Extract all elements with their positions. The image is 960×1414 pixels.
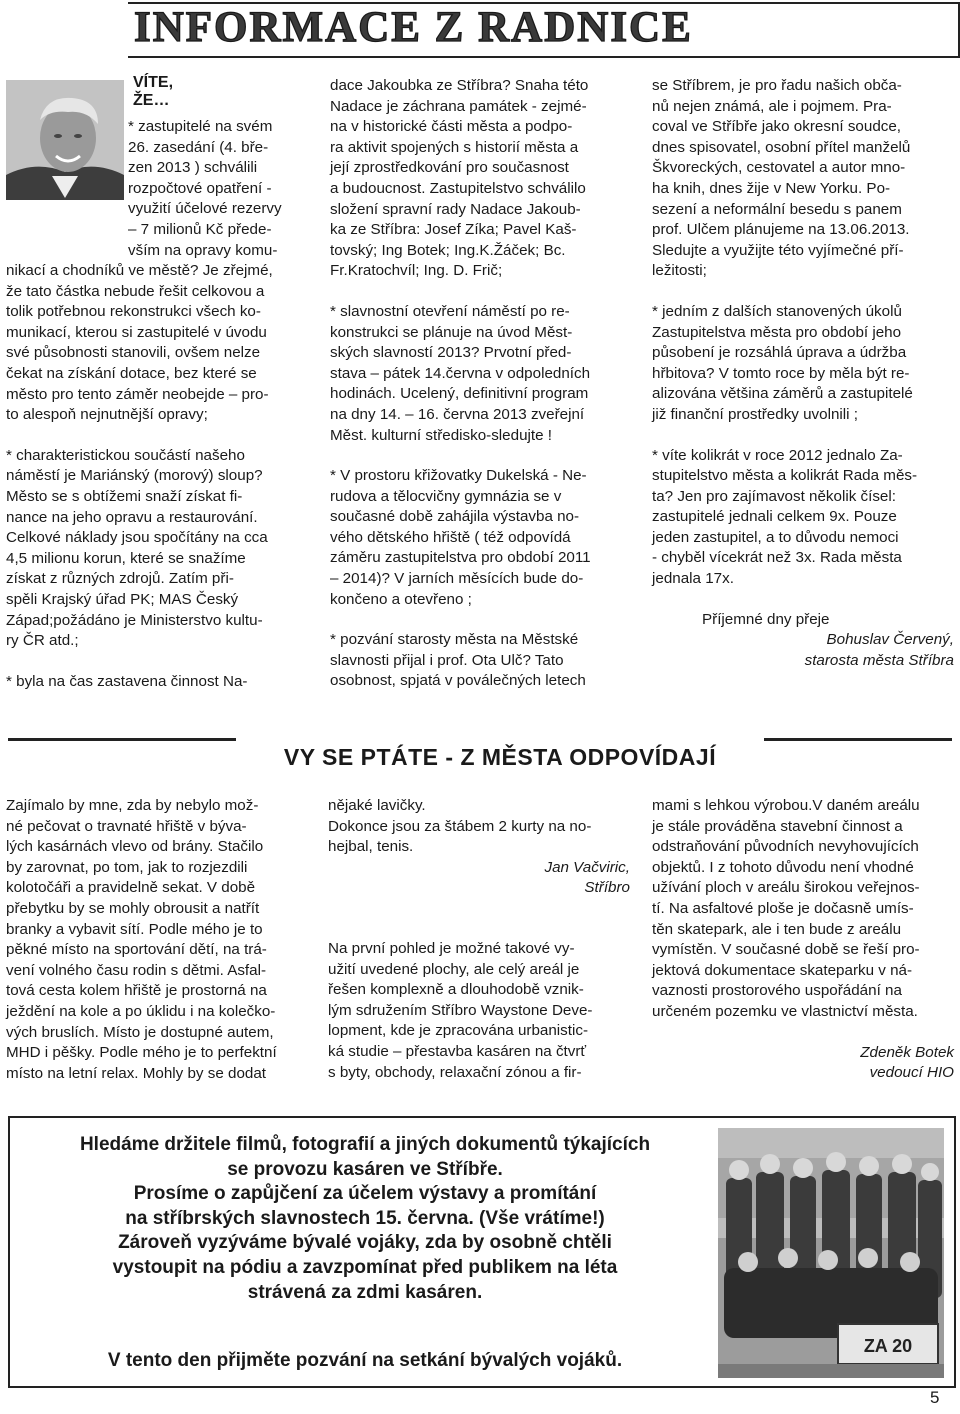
text-line: * pozvání starosty města na Městské [330, 631, 579, 649]
text-line: již finanční prostředky uvolnili ; [652, 405, 858, 423]
divider-right [764, 738, 952, 741]
text-line: MHD i pěšky. Podle mého je to perfektní [6, 1044, 277, 1062]
text-line: užívání ploch v areálu širokou veřejnos- [652, 879, 920, 897]
text-line: odstraňování původních nevyhovujících [652, 838, 919, 856]
text-line: ježdění na kole a po úklidu i na kolečko- [6, 1002, 276, 1020]
text-line: lým sdružením Stříbro Waystone Deve- [328, 1001, 593, 1019]
text-line: vých bruslích. Místo je dostupné autem, [6, 1023, 274, 1041]
text-line: řešen komplexně a dlouhodobě vznik- [328, 981, 584, 999]
text-line: né pečovat o travnaté hřiště v býva- [6, 817, 247, 835]
text-line: se Stříbrem, je pro řadu našich obča- [652, 77, 902, 94]
text-line: užití uvedené plochy, ale celý areál je [328, 960, 580, 978]
text-line: 4,5 milionu korun, které se snažíme [6, 549, 246, 567]
qa-section-title: VY SE PTÁTE - Z MĚSTA ODPOVÍDAJÍ [283, 744, 717, 770]
text-line: nikací a chodníků ve městě? Je zřejmé, [6, 262, 273, 279]
text-line: jeden zastupitel, a to důvodu nemoci [652, 528, 899, 546]
text-line: – 7 milionů Kč přede- [128, 220, 272, 238]
text-line: lopment, kde je zpracována urbanistic- [328, 1022, 589, 1040]
text-line: vení volného času rodin s dětmi. Asfal- [6, 961, 267, 979]
text-line: jektová dokumentace skateparku v ná- [652, 961, 913, 979]
text-line: sezení a neformální besedu s panem [652, 200, 902, 218]
answer-role: vedoucí HIO [869, 1064, 954, 1082]
text-line: Západ;požádáno je Ministerstvo kultu- [6, 611, 263, 629]
notice-line: se provozu kasáren ve Stříbře. [227, 1158, 503, 1180]
asker-name: Jan Vačviric, [544, 858, 630, 876]
text-line: * charakteristickou součástí našeho [6, 446, 245, 464]
text-line: těn skatepark, ale i ten bude z areálu [652, 920, 902, 938]
text-line: nějaké lavičky. [328, 797, 426, 814]
text-line: ry ČR atd.; [6, 632, 79, 650]
text-line: současné době zahájila výstavba no- [330, 508, 580, 526]
text-line: Škvoreckých, cestovatel a autor mno- [652, 159, 906, 177]
text-line: * jedním z dalších stanovených úkolů [652, 302, 902, 320]
notice-line: Zároveň vyzýváme bývalé vojáky, zda by osobně chtěli [118, 1232, 612, 1254]
notice-line: na stříbrských slavnostech 15. června. (Vše vrátíme!) [125, 1207, 605, 1229]
text-line: dace Jakoubka ze Stříbra? Snaha této [330, 77, 589, 94]
notice-line: Hledáme držitele filmů, fotografií a jiných dokumentů týkajících [79, 1134, 651, 1155]
notice-text [20, 1133, 710, 1374]
text-line: Nadace je záchrana památek - zejmé- [330, 97, 587, 115]
text-line: určeném pozemku ve vlastnictví města. [652, 1002, 918, 1020]
text-line: ka ze Stříbra: Josef Zíka; Pavel Kaš- [330, 221, 577, 239]
text-line: munikací, kterou si zastupitelé v úvodu [6, 323, 267, 341]
answer-name: Zdeněk Botek [860, 1043, 954, 1061]
text-line: že tato částka nebude řešit celkovou a [6, 282, 265, 300]
text-line: ká studie – přestavba kasáren na čtvrť [328, 1042, 587, 1060]
greeting: Příjemné dny přeje [702, 610, 830, 628]
text-line: Zastupitelstva města pro období jeho [652, 323, 902, 341]
text-line: slavnosti přijal i prof. Ota Ulč? Tato [330, 651, 564, 669]
text-line: to alespoň nejnutnější opravy; [6, 406, 208, 424]
text-line: Měst. kulturní středisko-sledujte ! [330, 426, 552, 444]
text-line: Na první pohled je možné takové vy- [328, 939, 575, 957]
notice-line: Prosíme o zapůjčení za účelem výstavy a promítání [133, 1183, 597, 1205]
divider-left [8, 738, 236, 741]
qa-column-2 [328, 796, 630, 1083]
text-line: Celkové náklady jsou spočítány na cca [6, 529, 268, 547]
invitation-line: V tento den přijměte pozvání na setkání bývalých vojáků. [107, 1350, 623, 1372]
text-line: pěkné místo na sportování dětí, na trá- [6, 941, 267, 959]
soldiers-image [718, 1128, 944, 1378]
text-line: branky a vybavit sítí. Podle mého je to [6, 920, 263, 938]
text-line: by zarovnat, po tom, jak to rozjezdili [6, 858, 248, 876]
text-line: konstrukci se plánuje na úvod Měst- [330, 323, 573, 341]
text-line: Fr.Kratochvíl; Ing. D. Frič; [330, 262, 503, 280]
text-line: ských slavností 2013? Prvotní před- [330, 344, 572, 362]
qa-column-3 [652, 796, 954, 1084]
text-line: tolik potřebnou rekonstrukci všech ko- [6, 303, 261, 321]
text-line: * byla na čas zastavena činnost Na- [6, 672, 248, 690]
page-number: 5 [930, 1388, 940, 1407]
text-line: své působnosti stanovili, ovšem nelze [6, 344, 261, 362]
qa-column-1 [6, 796, 306, 1084]
text-line: hejbal, tenis. [328, 838, 414, 856]
text-line: hřbitova? V tomto roce by měla být re- [652, 364, 910, 382]
text-line: její zprostředkování pro současnost [330, 159, 569, 177]
text-line: vaznosti prostorového uspořádání na [652, 982, 902, 1000]
text-line: Sledujte a využijte této vyjímečné pří- [652, 241, 904, 259]
text-line: – 2014)? V jarních měsících bude do- [330, 570, 584, 588]
text-line: kolotočáři a pravidelně sekat. V době [6, 879, 256, 897]
text-line: ležitosti; [652, 262, 707, 280]
column-3 [652, 76, 954, 671]
signature-name: Bohuslav Červený, [826, 631, 954, 649]
section-heading: VÍTE, ŽE… [133, 74, 174, 109]
text-line: 26. zasedání (4. bře- [128, 138, 269, 156]
text-line: jednala 17x. [652, 570, 734, 588]
text-line: složení spravní rady Nadace Jakoub- [330, 200, 581, 218]
notice-line: vystoupit na pódiu a zavzpomínat před publikem na léta [112, 1256, 618, 1278]
notice-line: strávená za zdmi kasáren. [247, 1281, 483, 1303]
text-line: s byty, obchody, relaxační zónou a fir- [328, 1063, 582, 1081]
text-line: na v historické části města a podpo- [330, 118, 573, 136]
text-line: nance na jeho opravu a restaurování. [6, 508, 258, 526]
text-line: vymístěn. V současné době se řeší pro- [652, 941, 920, 959]
text-line: působení je rozsáhlá úprava a údržba [652, 344, 907, 362]
text-line: tovský; Ing Botek; Ing.K.Žáček; Bc. [330, 241, 566, 259]
text-line: končeno a otevřeno ; [330, 590, 472, 608]
text-line: záměru zastupitelstva pro období 2011 [330, 549, 591, 567]
text-line: objektů. I z tohoto důvodu není vhodné [652, 858, 914, 876]
text-line: * V prostoru křižovatky Dukelská - Ne- [330, 467, 587, 485]
text-line: ra aktivit spojených s historií města a [330, 138, 579, 156]
text-line: hodinách. Ucelený, definitivní program [330, 385, 589, 403]
text-line: Dokonce jsou za štábem 2 kurty na no- [328, 817, 592, 835]
text-line: přebytku by se mohly obrousit a natřít [6, 899, 260, 917]
signature-role: starosta města Stříbra [804, 651, 954, 669]
text-line: ta? Jen pro zajímavost několik čísel: [652, 487, 896, 505]
text-line: vším na opravy komu- [128, 241, 278, 259]
text-line: rozpočtové opatření - [128, 179, 272, 197]
text-line: zastupitelé jednali celkem 9x. Pouze [652, 508, 897, 526]
text-line: místo na letní relax. Mohly by se dodat [6, 1064, 267, 1082]
intro-indented [128, 117, 306, 261]
column-2 [330, 76, 632, 692]
text-line: * zastupitelé na svém [128, 118, 273, 135]
text-line: dnes spisovatel, osobní přítel manželů [652, 138, 911, 156]
text-line: * slavnostní otevření náměstí po re- [330, 302, 570, 320]
text-line: Město se s obtížemi snaží získat fi- [6, 487, 243, 505]
text-line: náměstí je Mariánský (morový) sloup? [6, 467, 263, 485]
asker-town: Stříbro [584, 879, 630, 897]
text-line: lých kasárnách vlevo od brány. Stačilo [6, 838, 264, 856]
text-line: alizována většina záměrů a zastupitelé [652, 385, 913, 403]
text-line: - chyběl vícekrát než 3x. Rada města [652, 549, 902, 567]
text-line: je stále prováděna stavební činnost a [652, 817, 903, 835]
text-line: stupitelstvo města a kolikrát Rada měs- [652, 467, 918, 485]
text-line: Zajímalo by mne, zda by nebylo mož- [6, 797, 259, 814]
text-line: tí. Na asfaltové ploše je dočasně umís- [652, 899, 914, 917]
text-line: tová cesta kolem hřiště je prostorná na [6, 982, 267, 1000]
text-line: město pro tento záměr neobejde – pro- [6, 385, 269, 403]
text-line: rudova a tělocvičny gymnázia se v [330, 487, 562, 505]
text-line: stava – pátek 14.června v odpoledních [330, 364, 591, 382]
text-line: prof. Ulčem plánujeme na 13.06.2013. [652, 221, 910, 239]
text-line: zen 2013 ) schválili [128, 159, 258, 177]
text-line: na dny 14. – 16. června 2013 zveřejní [330, 405, 585, 423]
text-line: a budoucnost. Zastupitelstvo schválilo [330, 179, 586, 197]
portrait-image [6, 80, 124, 200]
text-line: spěli Krajský úřad PK; MAS Český [6, 590, 239, 608]
intro-full [6, 261, 306, 692]
text-line: nů nejen známá, ale i pojmem. Pra- [652, 97, 892, 115]
text-line: ha knih, dnes žije v New Yorku. Po- [652, 179, 891, 197]
portrait-photo [6, 80, 124, 200]
text-line: využití účelové rezervy [128, 200, 282, 218]
text-line: vého dětského hřiště ( též odpovídá [330, 528, 571, 546]
text-line: získat z různých zdrojů. Zatím při- [6, 570, 234, 588]
soldiers-photo [718, 1128, 944, 1378]
text-line: coval ve Stříbře jako okresní soudce, [652, 118, 902, 136]
photo-sign-text: ZA 20 [863, 1336, 913, 1356]
text-line: osobnost, spjatá v poválečných letech [330, 672, 586, 690]
text-line: čekat na získání dotace, bez které se [6, 364, 257, 382]
page-title: INFORMACE Z RADNICE [134, 4, 693, 51]
text-line: * víte kolikrát v roce 2012 jednalo Za- [652, 446, 903, 464]
text-line: mami s lehkou výrobou.V daném areálu [652, 797, 920, 814]
